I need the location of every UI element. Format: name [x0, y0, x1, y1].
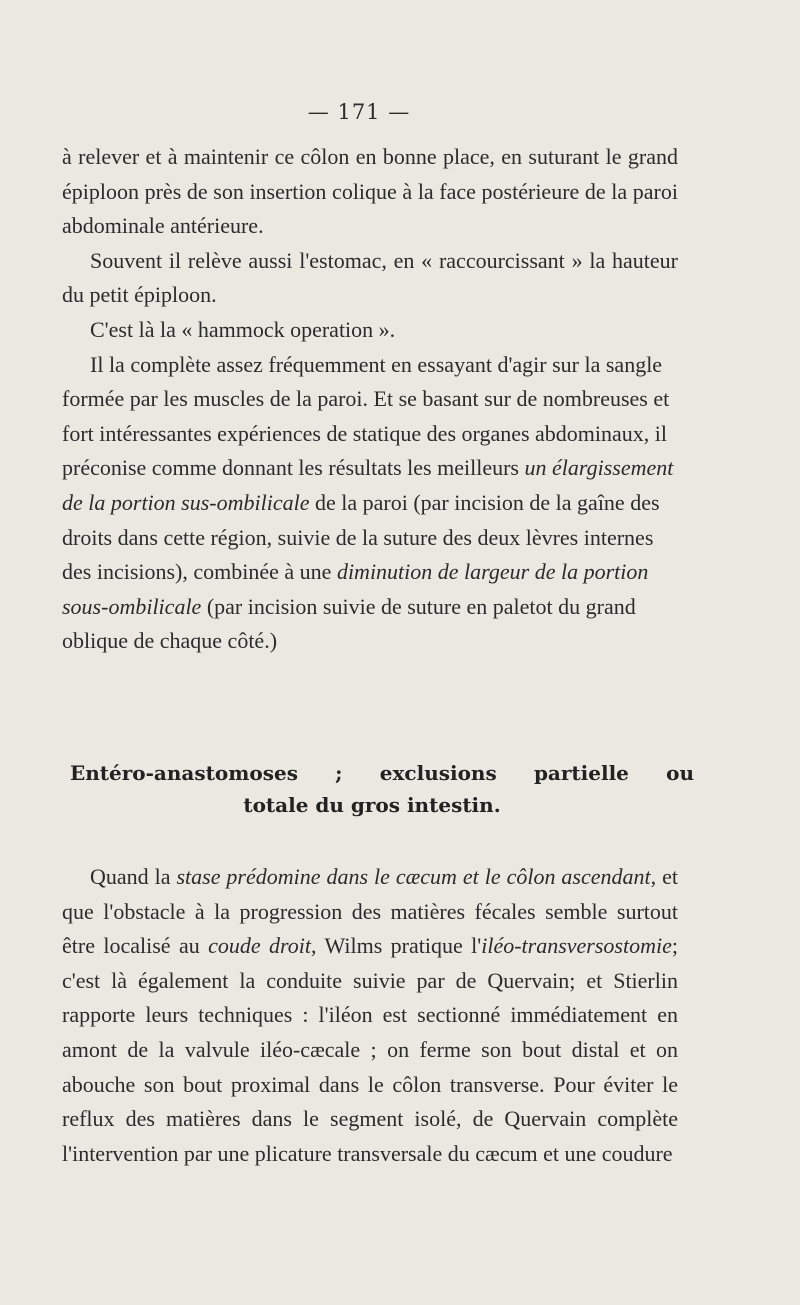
paragraph-hammock	[62, 313, 678, 348]
paragraph-text: Quand la	[90, 864, 177, 889]
paragraph-stomach	[62, 244, 678, 313]
paragraph-text: à relever et à maintenir ce côlon en bonne place, en suturant le grand épiploon près de son insertion colique à la face postérieure de la paroi abdominale antérieure.	[62, 144, 678, 239]
paragraph-text: Souvent il relève aussi l'estomac, en « raccourcissant » la hauteur du petit épiploon.	[62, 247, 678, 308]
paragraph-text: C'est là la « hammock operation ».	[90, 316, 396, 342]
section-heading-line-1: Entéro-anastomoses ; exclusions partielle ou	[70, 761, 694, 785]
paragraph-text: ; c'est là également la conduite suivie par de Quervain; et Stierlin rapporte leurs techniques : l'iléon est sectionné immédiatement en amont de la valvule iléo-cæcale ; on ferme son bout distal et on abouche son bout proximal dans le côlon transverse. Pour éviter le reflux des matières dans le segment isolé, de Quervain complète l'intervention par une plicature transversale du cæcum et une coudure	[62, 933, 678, 1166]
paragraph-text: Il la complète assez fréquemment en essayant d'agir sur la sangle formée par les muscles de la paroi. Et se basant sur de nombreuses et fort intéressantes expériences de statique des organes abdominaux, il préconise comme donnant les résultats les meilleurs	[62, 351, 670, 481]
italic-phrase: coude droit	[208, 933, 311, 959]
italic-phrase: un élargissement de la portion sus-ombilicale	[62, 455, 674, 515]
paragraph-abdominal-wall	[62, 348, 678, 659]
text-block-top	[62, 140, 678, 659]
paragraph-text: de la paroi (par incision de la gaîne des droits dans cette région, suivie de la suture des deux lèvres internes des incisions), combinée à une	[62, 489, 660, 585]
paragraph-text: , et que l'obstacle à la progression des matières fécales semble surtout être localisé au	[62, 864, 678, 959]
section-heading-line-2: totale du gros intestin.	[243, 793, 501, 817]
paragraph-text: (par incision suivie de suture en paletot du grand oblique de chaque côté.)	[62, 593, 636, 654]
section-heading	[70, 757, 694, 821]
paragraph-stasis	[62, 860, 678, 1171]
paragraph-continued	[62, 140, 678, 244]
italic-phrase: stase prédomine dans le cæcum et le côlon ascendant	[176, 864, 651, 889]
paragraph-text: , Wilms pratique l'	[311, 933, 482, 959]
page-number: — 171 —	[307, 100, 411, 124]
text-block-bottom	[62, 860, 678, 1171]
italic-phrase: iléo-transversostomie	[481, 933, 672, 959]
italic-phrase: diminution de largeur de la portion sous-ombilicale	[62, 559, 649, 619]
